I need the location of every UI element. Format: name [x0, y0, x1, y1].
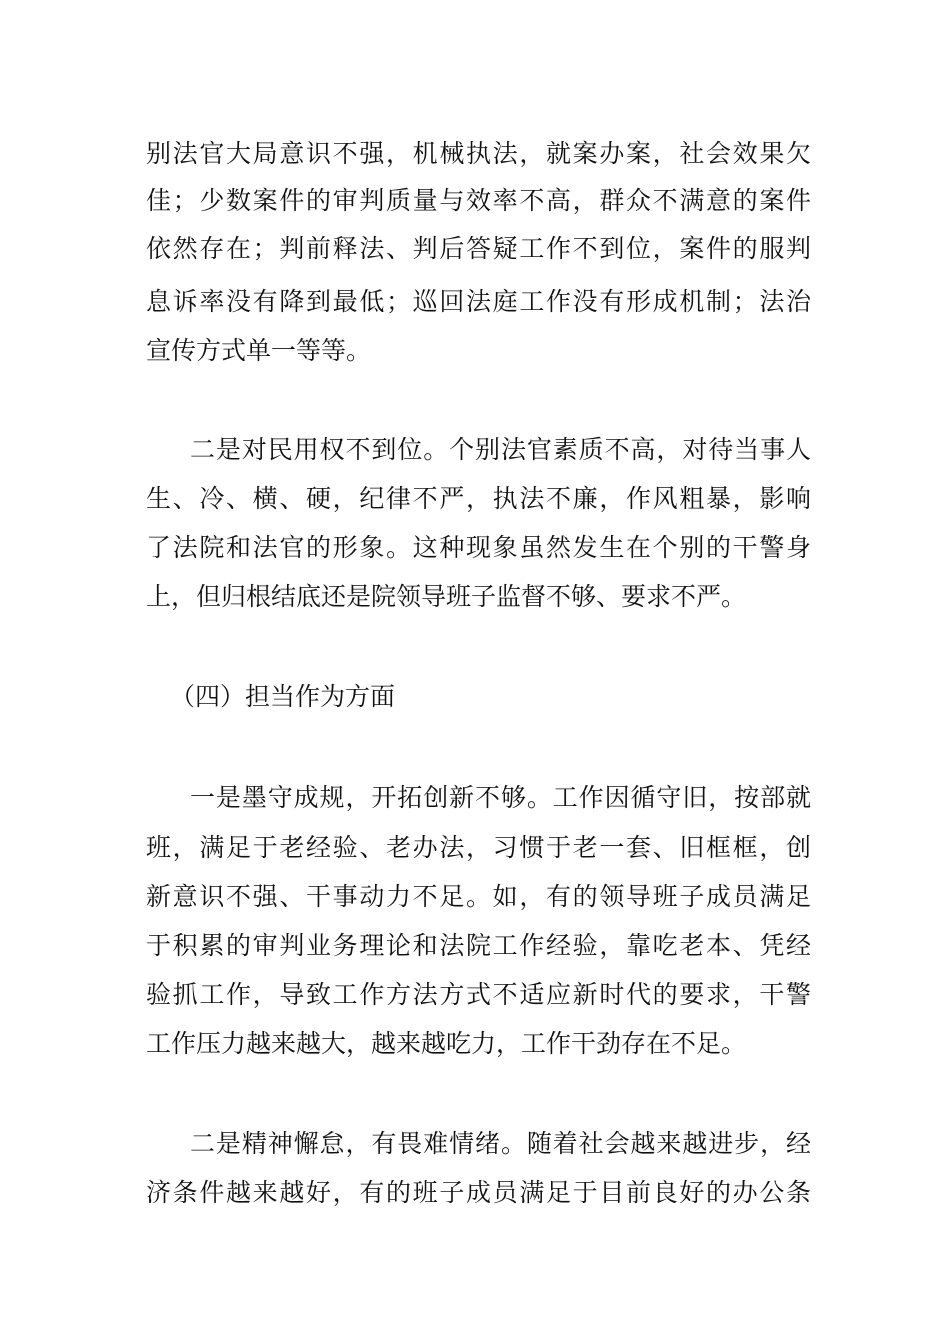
- paragraph-2-line-3: 了法院和法官的形象。这种现象虽然发生在个别的干警身: [146, 533, 811, 562]
- paragraph-4-line-1: 二是精神懈怠，有畏难情绪。随着社会越来越进步，经: [190, 1129, 811, 1158]
- paragraph-2-line-2: 生、冷、横、硬，纪律不严，执法不廉，作风粗暴，影响: [146, 484, 811, 513]
- paragraph-1-line-5: 宣传方式单一等等。: [146, 336, 372, 365]
- paragraph-4-line-2: 济条件越来越好，有的班子成员满足于目前良好的办公条: [146, 1178, 811, 1207]
- paragraph-3-line-6: 工作压力越来越大，越来越吃力，工作干劲存在不足。: [146, 1029, 747, 1058]
- paragraph-3-line-1: 一是墨守成规，开拓创新不够。工作因循守旧，按部就: [190, 783, 811, 812]
- paragraph-2-line-1: 二是对民用权不到位。个别法官素质不高，对待当事人: [190, 435, 811, 464]
- paragraph-3-line-3: 新意识不强、干事动力不足。如，有的领导班子成员满足: [146, 882, 811, 911]
- paragraph-1-line-1: 别法官大局意识不强，机械执法，就案办案，社会效果欠: [146, 139, 811, 168]
- paragraph-3-line-4: 于积累的审判业务理论和法院工作经验，靠吃老本、凭经: [146, 931, 811, 960]
- paragraph-3-line-2: 班，满足于老经验、老办法，习惯于老一套、旧框框，创: [146, 833, 811, 862]
- paragraph-2-line-4: 上，但归根结底还是院领导班子监督不够、要求不严。: [146, 582, 747, 611]
- section-heading: （四）担当作为方面: [170, 682, 396, 711]
- paragraph-1-line-3: 依然存在；判前释法、判后答疑工作不到位，案件的服判: [146, 234, 811, 263]
- paragraph-3-line-5: 验抓工作，导致工作方法方式不适应新时代的要求，干警: [146, 980, 811, 1009]
- paragraph-1-line-2: 佳；少数案件的审判质量与效率不高，群众不满意的案件: [146, 186, 811, 215]
- paragraph-1-line-4: 息诉率没有降到最低；巡回法庭工作没有形成机制；法治: [146, 287, 811, 316]
